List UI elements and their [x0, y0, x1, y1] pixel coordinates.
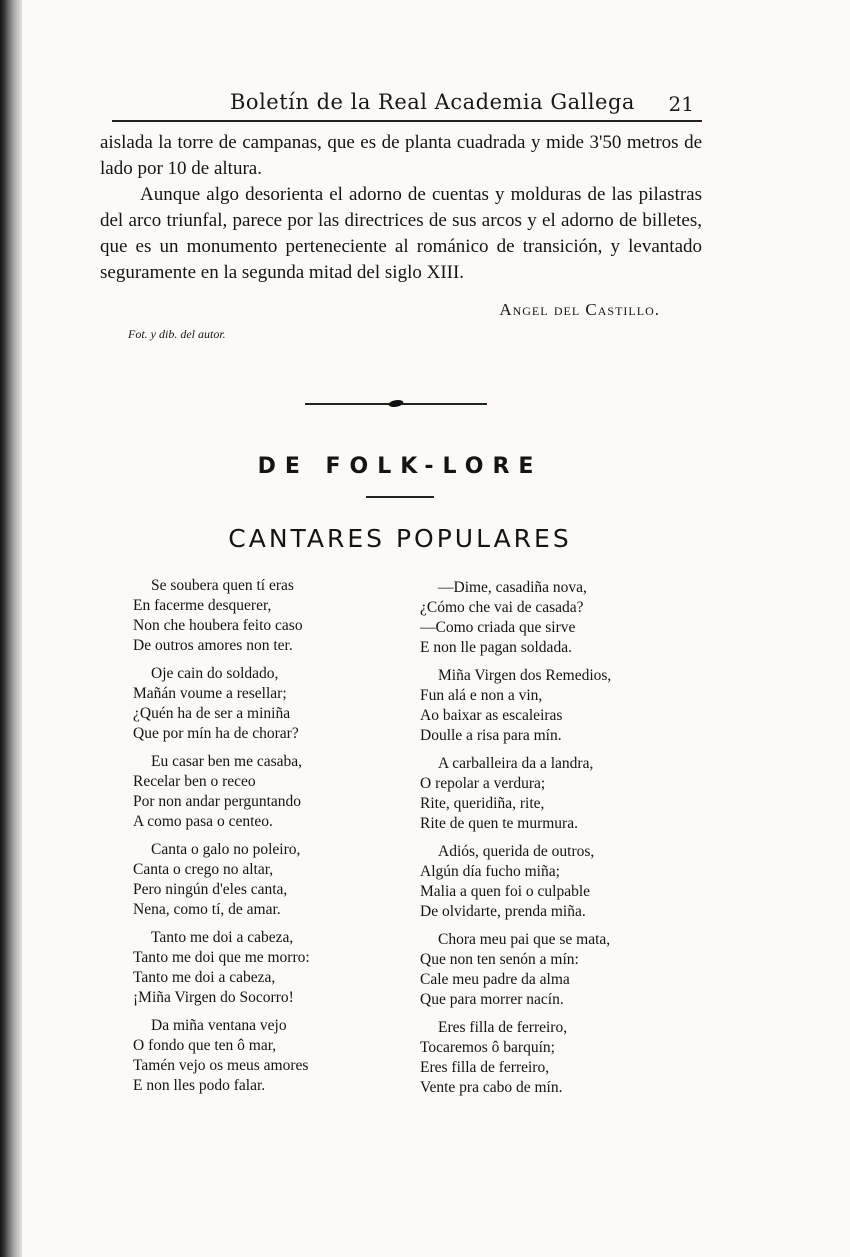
- poems-right-column: [420, 578, 700, 1106]
- section-divider-ornament: [305, 398, 487, 410]
- verse-line: A como pasa o centeo.: [133, 813, 273, 830]
- verse-line: Eu casar ben me casaba,: [151, 753, 303, 770]
- verse-line: E non lle pagan soldada.: [420, 639, 572, 656]
- paragraph: aislada la torre de campanas, que es de planta cuadrada y mide 3'50 metros de lado por 10 de altura.: [100, 132, 702, 179]
- verse-line: Mañán voume a resellar;: [133, 685, 287, 702]
- verse-line: Cale meu padre da alma: [420, 971, 570, 988]
- stanza: [133, 840, 393, 920]
- section-title: DE FOLK-LORE: [257, 454, 543, 479]
- verse-line: Que non ten senón a mín:: [420, 951, 579, 968]
- stanza: [420, 754, 700, 834]
- stanza: [133, 1016, 393, 1096]
- verse-line: De olvidarte, prenda miña.: [420, 903, 586, 920]
- divider-center-mark: [387, 400, 405, 407]
- page-number: 21: [668, 92, 694, 116]
- verse-line: Vente pra cabo de mín.: [420, 1079, 563, 1096]
- verse-line: Tanto me doi que me morro:: [133, 949, 310, 966]
- title-rule: [366, 496, 434, 498]
- verse-line: Que por mín ha de chorar?: [133, 725, 299, 742]
- verse-line: Que para morrer nacín.: [420, 991, 564, 1008]
- stanza: [133, 928, 393, 1008]
- verse-line: En facerme desquerer,: [133, 597, 272, 614]
- verse-line: Tanto me doi a cabeza,: [151, 929, 294, 946]
- verse-line: Chora meu pai que se mata,: [438, 931, 611, 948]
- verse-line: Algún día fucho miña;: [420, 863, 560, 880]
- stanza: [133, 752, 393, 832]
- running-header: [112, 82, 702, 122]
- verse-line: Fun alá e non a vin,: [420, 687, 543, 704]
- verse-line: Por non andar perguntando: [133, 793, 302, 810]
- stanza: [133, 576, 393, 656]
- stanza: [420, 930, 700, 1010]
- stanza: [133, 664, 393, 744]
- poems-left-column: [133, 576, 393, 1104]
- verse-line: Eres filla de ferreiro,: [420, 1059, 550, 1076]
- verse-line: ¿Quén ha de ser a miniña: [133, 705, 291, 722]
- verse-line: E non lles podo falar.: [133, 1077, 266, 1094]
- verse-line: O repolar a verdura;: [420, 775, 546, 792]
- stanza: [420, 842, 700, 922]
- verse-line: De outros amores non ter.: [133, 637, 293, 654]
- verse-line: O fondo que ten ô mar,: [133, 1037, 277, 1054]
- running-title: Boletín de la Real Academia Gallega: [230, 90, 635, 114]
- verse-line: Nena, como tí, de amar.: [133, 901, 281, 918]
- verse-line: Rite de quen te murmura.: [420, 815, 578, 832]
- verse-line: —Como criada que sirve: [420, 619, 576, 636]
- verse-line: ¿Cómo che vai de casada?: [420, 599, 584, 616]
- author-signature: Angel del Castillo.: [499, 300, 660, 319]
- verse-line: Doulle a risa para mín.: [420, 727, 562, 744]
- verse-line: Canta o galo no poleiro,: [151, 841, 301, 858]
- verse-line: Tamén vejo os meus amores: [133, 1057, 309, 1074]
- verse-line: ¡Miña Virgen do Socorro!: [133, 989, 294, 1006]
- verse-line: A carballeira da a landra,: [438, 755, 594, 772]
- verse-line: Se soubera quen tí eras: [151, 577, 294, 594]
- verse-line: Da miña ventana vejo: [151, 1017, 287, 1034]
- paragraph: Aunque algo desorienta el adorno de cuentas y molduras de las pilastras del arco triunfal, parece por las directrices de sus arcos y el adorno de billetes, que es un monumento perteneciente al románico de transición, y levantado seguramente en la segunda mitad del siglo XIII.: [100, 184, 702, 283]
- article-ending: [100, 130, 702, 286]
- verse-line: Miña Virgen dos Remedios,: [438, 667, 612, 684]
- verse-line: Eres filla de ferreiro,: [438, 1019, 568, 1036]
- verse-line: Tocaremos ô barquín;: [420, 1039, 555, 1056]
- verse-line: Tanto me doi a cabeza,: [133, 969, 276, 986]
- verse-line: Recelar ben o receo: [133, 773, 256, 790]
- verse-line: Adiós, querida de outros,: [438, 843, 595, 860]
- verse-line: Malia a quen foi o culpable: [420, 883, 591, 900]
- verse-line: Canta o crego no altar,: [133, 861, 274, 878]
- stanza: [420, 578, 700, 658]
- verse-line: Pero ningún d'eles canta,: [133, 881, 288, 898]
- verse-line: Rite, queridiña, rite,: [420, 795, 545, 812]
- section-subtitle: CANTARES POPULARES: [228, 524, 572, 553]
- verse-line: Oje cain do soldado,: [151, 665, 279, 682]
- stanza: [420, 666, 700, 746]
- verse-line: Ao baixar as escaleiras: [420, 707, 563, 724]
- header-rule: [112, 120, 702, 122]
- photo-credit: Fot. y dib. del autor.: [128, 327, 226, 341]
- verse-line: Non che houbera feito caso: [133, 617, 303, 634]
- verse-line: —Dime, casadiña nova,: [438, 579, 587, 596]
- stanza: [420, 1018, 700, 1098]
